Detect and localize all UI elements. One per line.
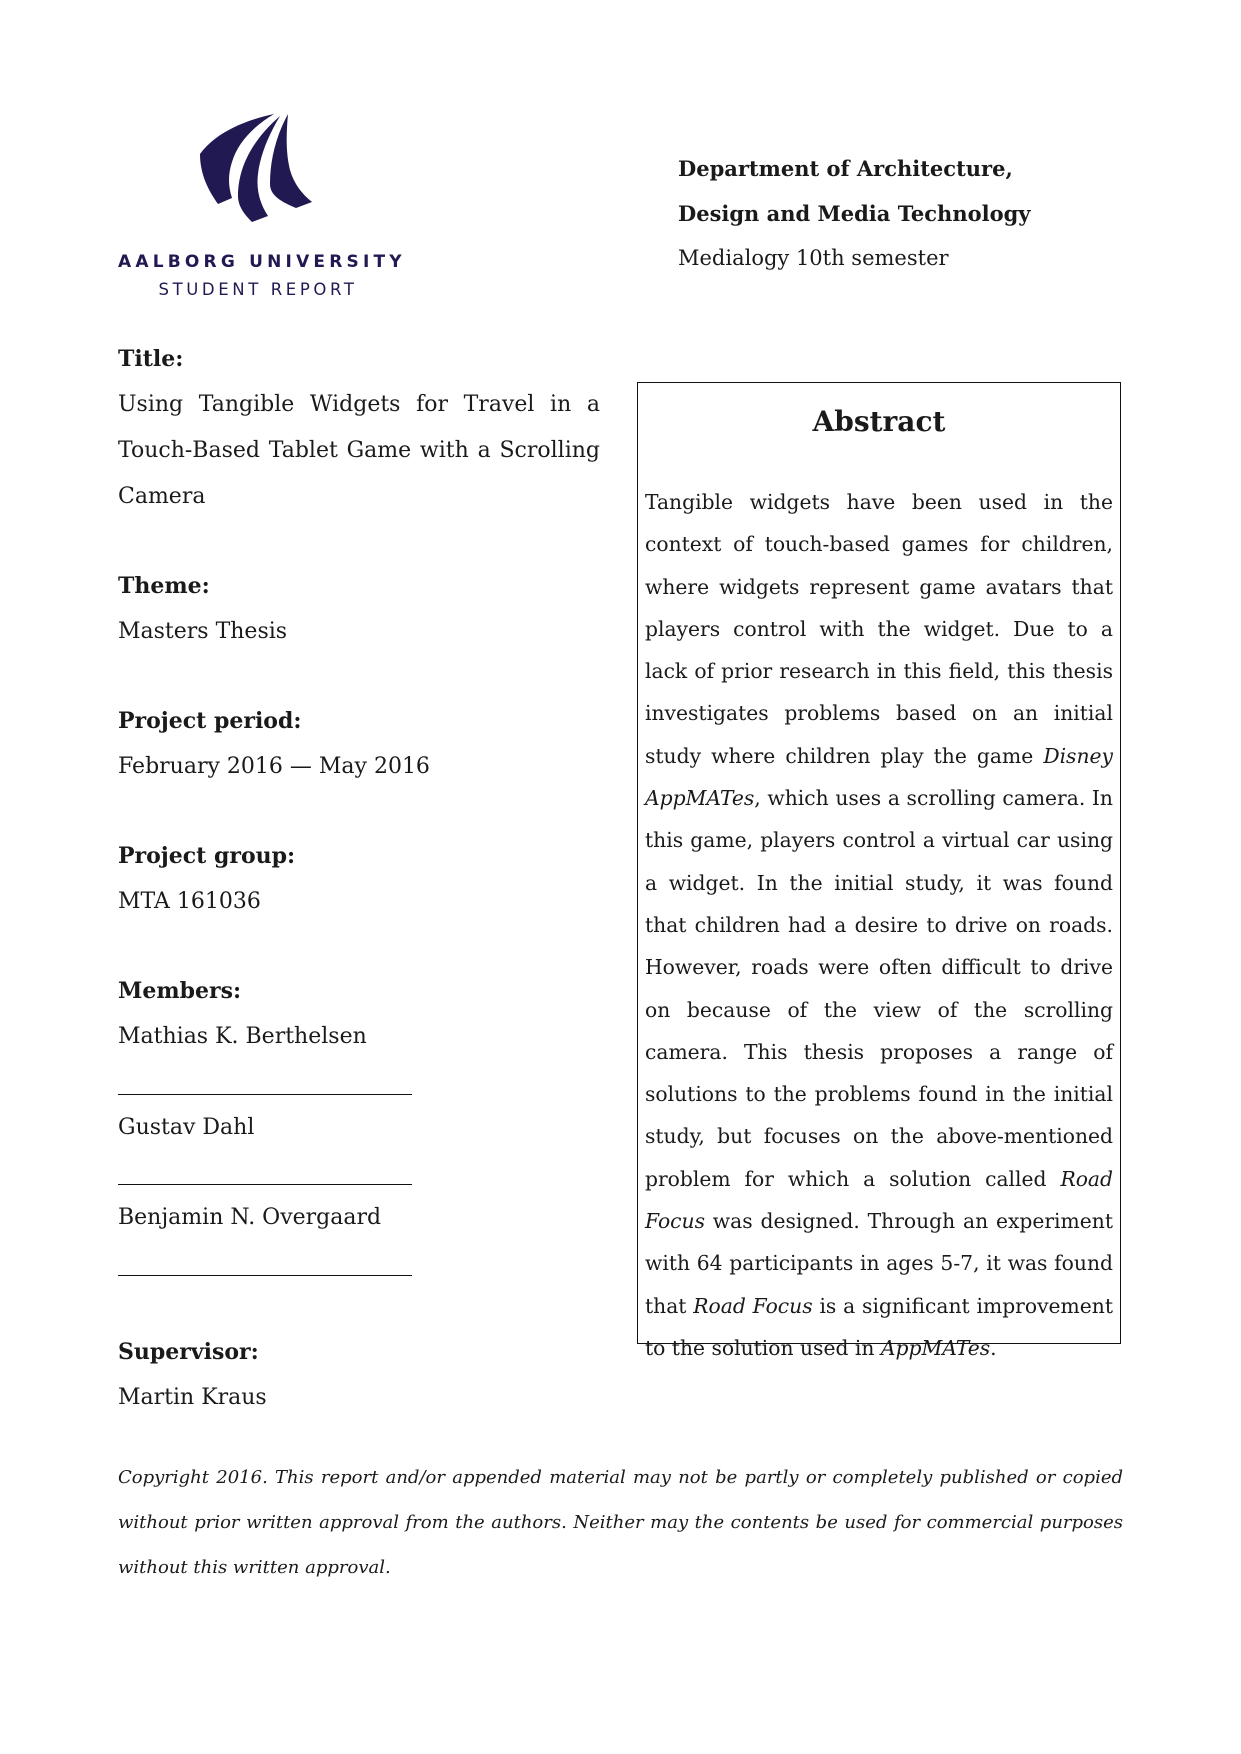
theme-label: Theme: [118,573,210,599]
project-period-section [118,699,600,789]
abstract-text-segment: was designed. Through an experiment with 64 participants in ages 5-7, it was found that [645,1209,1113,1318]
project-period-value: February 2016 — May 2016 [118,754,430,779]
signature-line [118,1275,412,1276]
abstract-box [637,382,1121,1360]
abstract-italic-term: Road Focus [693,1293,813,1318]
member-name: Gustav Dahl [118,1115,255,1140]
logo-subtitle: STUDENT REPORT [158,280,358,299]
members-label: Members: [118,978,242,1004]
supervisor-section [118,1330,600,1420]
department-line-2: Design and Media Technology [678,201,1031,226]
abstract-text-segment: Tangible widgets have been used in the context of touch-based games for children, where widgets represent game avatars that players control with the widget. Due to a lack of prior research in this field, this thesis investigates problems based on an initial study where children play the game [645,490,1113,768]
university-logo [118,112,406,302]
theme-section [118,564,600,654]
aalborg-university-wave-icon [198,112,318,222]
abstract-body [645,481,1113,1369]
abstract-text-segment: is a significant improvement to the solution used in [645,1293,1113,1360]
project-group-label: Project group: [118,843,296,869]
abstract-italic-term: AppMATes [880,1335,991,1360]
abstract-text-segment: . [990,1335,997,1360]
title-section [118,337,600,520]
supervisor-label: Supervisor: [118,1339,259,1365]
program-semester: Medialogy 10th semester [678,246,949,270]
project-group-section [118,834,600,924]
abstract-italic-term: Disney AppMATes [645,743,1113,811]
supervisor-value: Martin Kraus [118,1385,267,1410]
abstract-text-segment: , which uses a scrolling camera. In this game, players control a virtual car using a widget. In the initial study, it was found that children had a desire to drive on roads. However, roads were often difficult to drive on because of the view of the scrolling camera. This thesis proposes a range of solutions to the problems found in the initial study, but focuses on the above-mentioned problem for which a solution called [645,786,1113,1191]
abstract-italic-term: Road Focus [645,1166,1113,1234]
project-group-value: MTA 161036 [118,889,261,914]
department-block [678,146,1030,281]
signature-line [118,1094,412,1095]
theme-value: Masters Thesis [118,619,288,644]
title-label: Title: [118,346,184,372]
abstract-heading: Abstract [812,405,946,438]
members-section [118,969,600,1059]
department-line-1: Department of Architecture, [678,156,1013,181]
signature-line [118,1184,412,1185]
member-name: Mathias K. Berthelsen [118,1024,367,1049]
logo-university-name: AALBORG UNIVERSITY [118,252,406,272]
title-value: Using Tangible Widgets for Travel in a Touch-Based Tablet Game with a Scrolling Camera [118,392,600,509]
copyright-notice: Copyright 2016. This report and/or appended material may not be partly or completely published or copied without prior written approval from the authors. Neither may the contents be used for commercial purposes without this written approval. [118,1467,1123,1578]
project-period-label: Project period: [118,708,302,734]
member-name: Benjamin N. Overgaard [118,1205,382,1230]
